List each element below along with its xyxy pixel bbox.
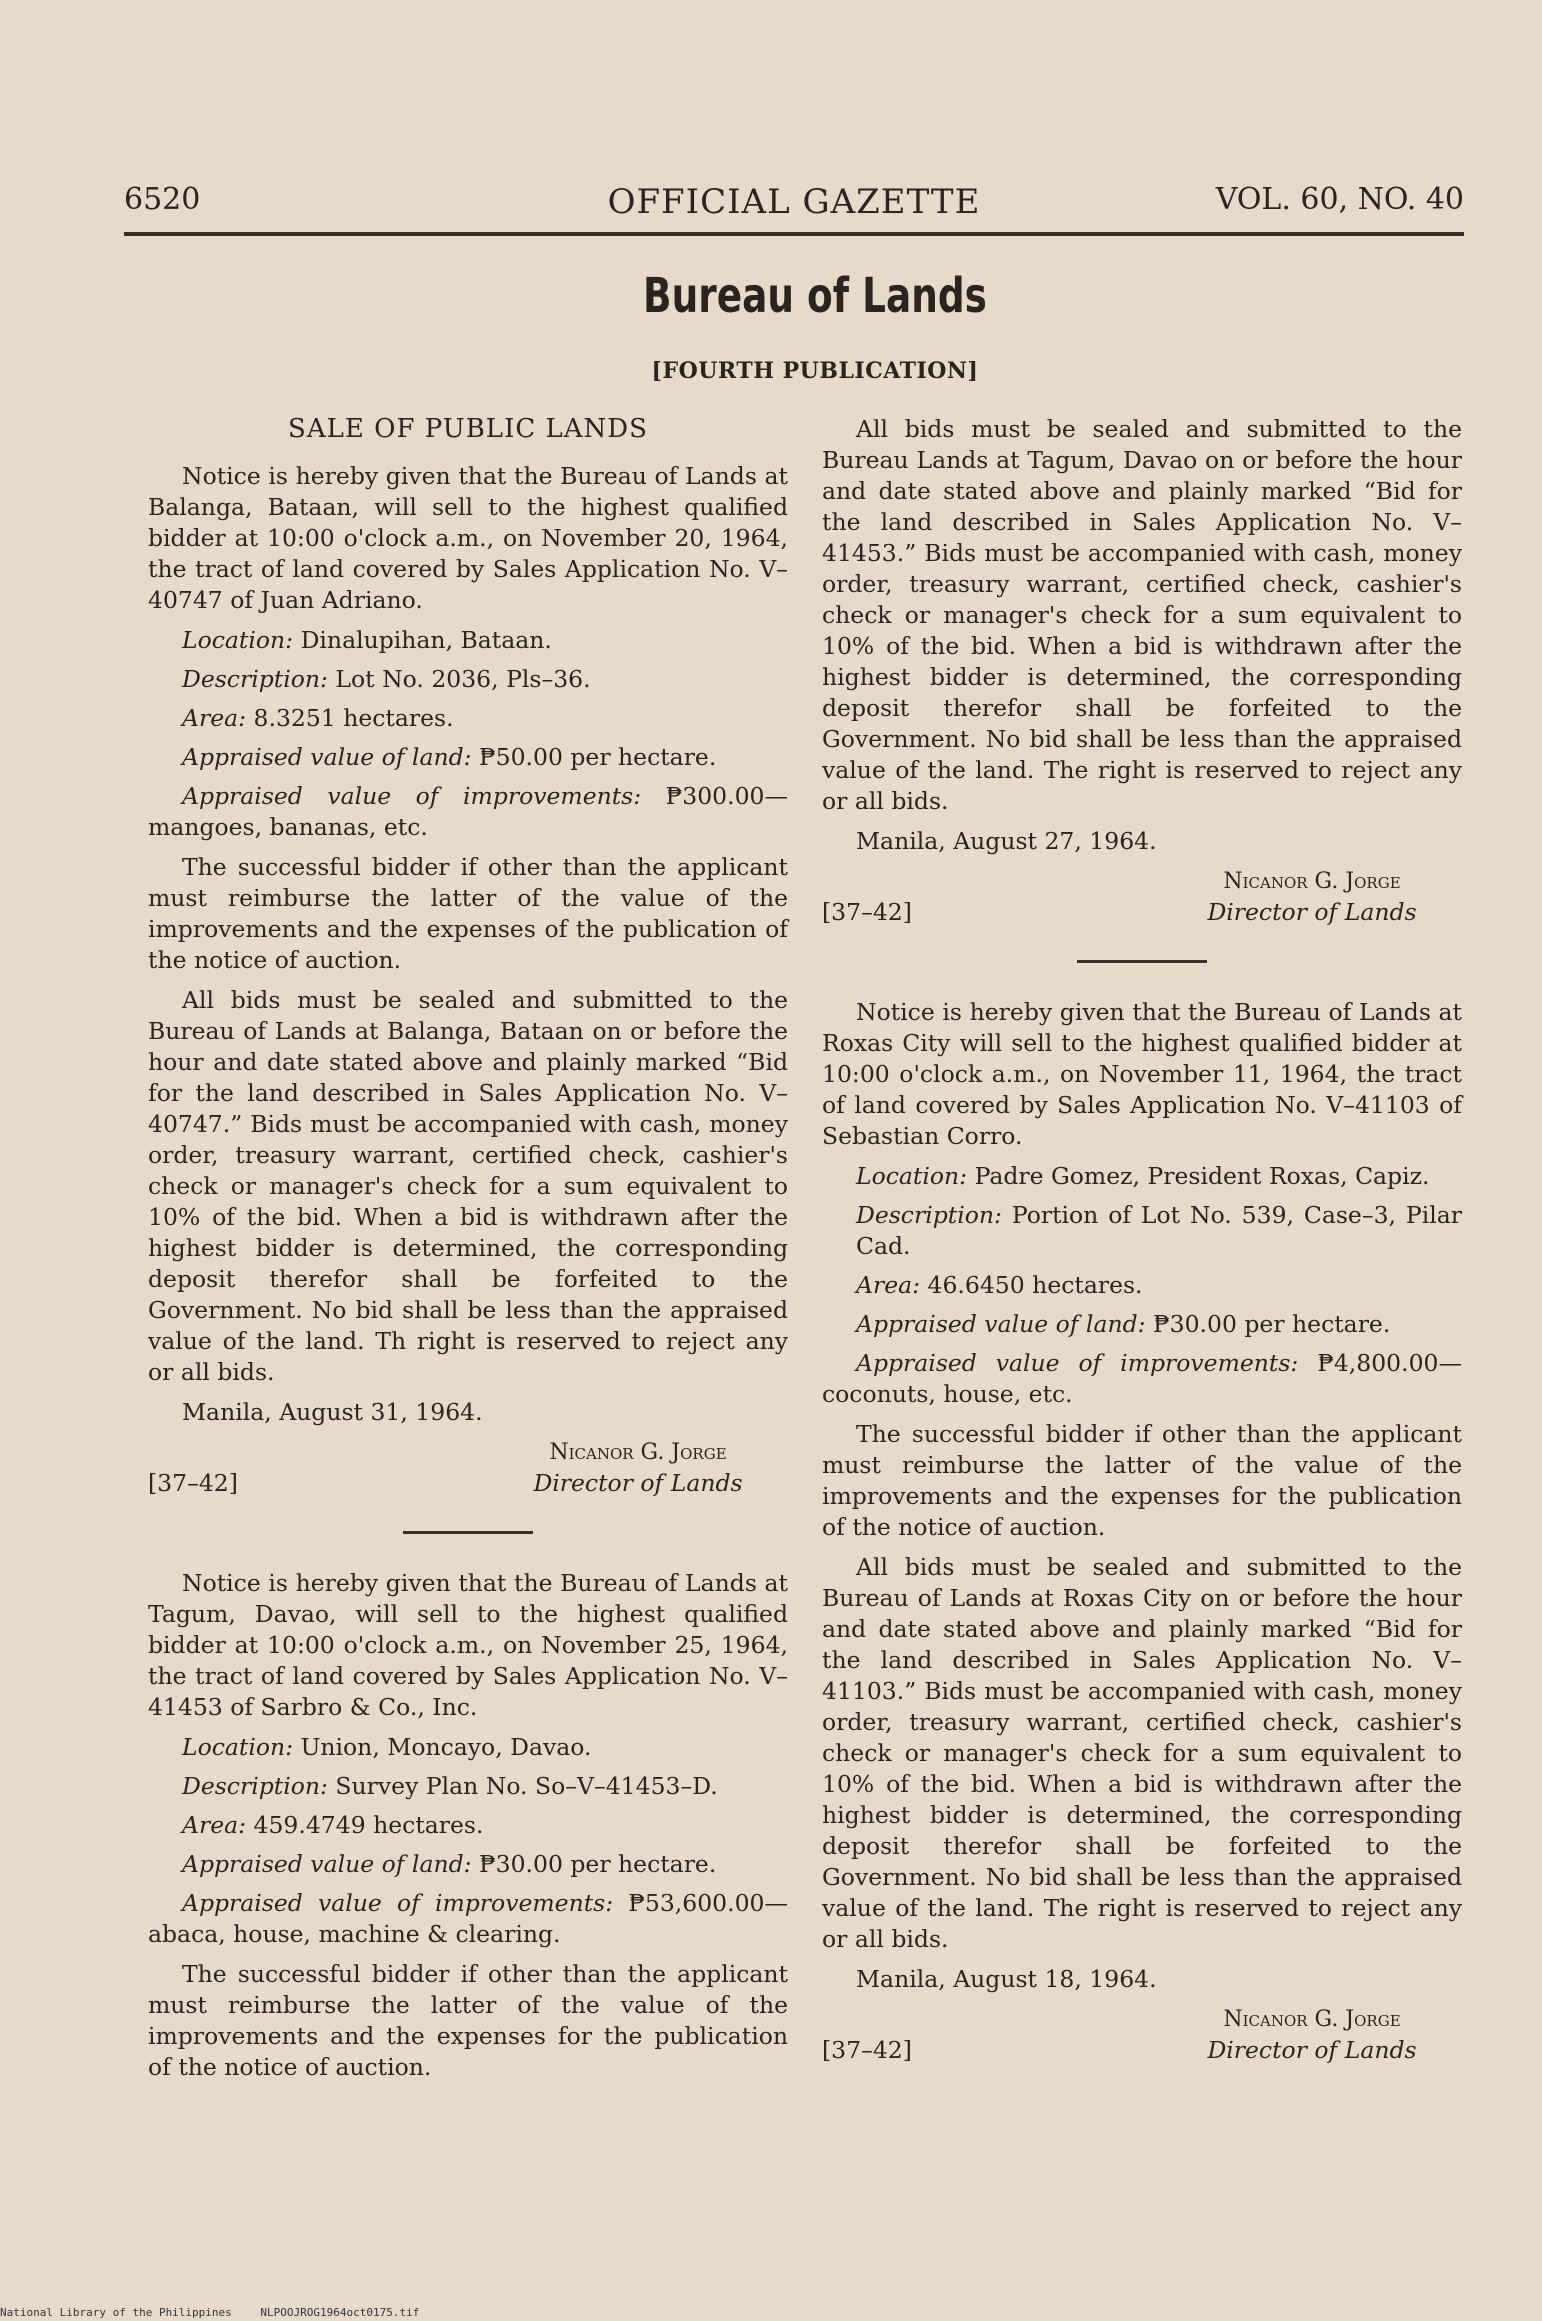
field-label: Appraised value of improvements:: [182, 1889, 614, 1917]
subheading: SALE OF PUBLIC LANDS: [288, 414, 648, 444]
bids-paragraph: All bids must be sealed and submitted to the Bureau Lands at Tagum, Davao on or before the hour and date stated above and plainly marked “Bid for the land described in Sales Application No. V–41453.” Bids must be accompanied with cash, money order, treasury warrant, certified check, cashier's check or manager's check for a sum equivalent to 10% of the bid. When a bid is withdrawn after the highest bidder is determined, the corresponding deposit therefor shall be forfeited to the Government. No bid shall be less than the appraised value of the land. The right is reserved to reject any or all bids.: [822, 415, 1462, 815]
bids-paragraph: All bids must be sealed and submitted to the Bureau of Lands at Balanga, Bataan on or before the hour and date stated above and plainly marked “Bid for the land described in Sales Application No. V–40747.” Bids must be accompanied with cash, money order, treasury warrant, certified check, cashier's check or manager's check for a sum equivalent to 10% of the bid. When a bid is withdrawn after the highest bidder is determined, the corresponding deposit therefor shall be forfeited to the Government. No bid shall be less than the appraised value of the land. Th right is reserved to reject any or all bids.: [148, 986, 788, 1386]
field-value: 8.3251 hectares.: [253, 704, 454, 732]
land-value-field: [148, 1849, 788, 1880]
reimburse-paragraph: The successful bidder if other than the applicant must reimburse the latter of the value of the improvements and the expenses for the publication of the notice of auction.: [148, 1960, 788, 2081]
description-field: [822, 1200, 1462, 1262]
page-header: [124, 182, 1464, 232]
section-title: Bureau of Lands: [643, 268, 987, 324]
reimburse-paragraph: The successful bidder if other than the applicant must reimburse the latter of the value of the improvements and the expenses of the publication of the notice of auction.: [148, 853, 788, 974]
publication-title: OFFICIAL GAZETTE: [607, 182, 981, 222]
signer-title: Director of Lands: [533, 1469, 743, 1497]
notice-date: Manila, August 31, 1964.: [182, 1398, 483, 1426]
signature-block: [822, 2004, 1462, 2076]
field-value: Union, Moncayo, Davao.: [300, 1733, 592, 1761]
land-value-field: [148, 742, 788, 773]
notice-divider: [403, 1531, 533, 1534]
signer-title: Director of Lands: [1207, 2036, 1417, 2064]
signer-title: Director of Lands: [1207, 898, 1417, 926]
improvements-field: [822, 1348, 1462, 1410]
field-label: Location:: [182, 1733, 294, 1761]
field-value: 46.6450 hectares.: [927, 1271, 1143, 1299]
area-field: [148, 703, 788, 734]
location-field: [148, 625, 788, 656]
field-label: Area:: [182, 704, 247, 732]
notice-intro: Notice is hereby given that the Bureau of Lands at Tagum, Davao, will sell to the highest qualified bidder at 10:00 o'clock a.m., on November 25, 1964, the tract of land covered by Sales Application No. V–41453 of Sarbro & Co., Inc.: [148, 1569, 788, 1721]
field-value: ₱300.00—mangoes, bananas, etc.: [148, 782, 788, 841]
improvements-field: [148, 1888, 788, 1950]
field-value: ₱30.00 per hectare.: [479, 1850, 717, 1878]
field-label: Appraised value of improvements:: [856, 1349, 1299, 1377]
field-value: Portion of Lot No. 539, Case–3, Pilar Cad.: [856, 1201, 1462, 1260]
field-value: ₱30.00 per hectare.: [1153, 1310, 1391, 1338]
footer-library: National Library of the Philippines: [0, 2306, 232, 2319]
description-field: [148, 1771, 788, 1802]
notice-divider: [1077, 960, 1207, 963]
field-label: Appraised value of land:: [182, 1850, 472, 1878]
volume-label: VOL. 60, NO. 40: [1215, 182, 1464, 217]
location-field: [822, 1161, 1462, 1192]
field-label: Appraised value of improvements:: [182, 782, 642, 810]
publication-code: [37–42]: [822, 2036, 912, 2064]
signer-name: Nicanor G. Jorge: [1223, 2007, 1401, 2032]
publication-label: [FOURTH PUBLICATION]: [651, 358, 979, 384]
reimburse-paragraph: The successful bidder if other than the applicant must reimburse the latter of the value of the improvements and the expenses for the publication of the notice of auction.: [822, 1420, 1462, 1541]
field-value: Padre Gomez, President Roxas, Capiz.: [974, 1162, 1430, 1190]
signer-name: Nicanor G. Jorge: [1223, 869, 1401, 894]
field-value: ₱53,600.00—abaca, house, machine & clearing.: [148, 1889, 788, 1948]
signature-block: [822, 866, 1462, 938]
signer-name: Nicanor G. Jorge: [549, 1440, 727, 1465]
area-field: [148, 1810, 788, 1841]
notice-intro: Notice is hereby given that the Bureau of Lands at Roxas City will sell to the highest qualified bidder at 10:00 o'clock a.m., on November 11, 1964, the tract of land covered by Sales Application No. V–41103 of Sebastian Corro.: [822, 998, 1462, 1150]
notice-date: Manila, August 18, 1964.: [856, 1965, 1157, 1993]
area-field: [822, 1270, 1462, 1301]
field-label: Area:: [182, 1811, 247, 1839]
field-label: Location:: [856, 1162, 968, 1190]
description-field: [148, 664, 788, 695]
field-label: Location:: [182, 626, 294, 654]
signature-block: [148, 1437, 788, 1509]
field-label: Description:: [856, 1201, 1002, 1229]
field-label: Description:: [182, 665, 328, 693]
field-label: Appraised value of land:: [856, 1310, 1146, 1338]
field-value: Dinalupihan, Bataan.: [300, 626, 552, 654]
field-value: Lot No. 2036, Pls–36.: [335, 665, 591, 693]
right-column: [822, 414, 1462, 2092]
left-column: [148, 414, 788, 2092]
field-label: Area:: [856, 1271, 921, 1299]
field-label: Appraised value of land:: [182, 743, 472, 771]
field-value: ₱4,800.00—coconuts, house, etc.: [822, 1349, 1462, 1408]
publication-code: [37–42]: [148, 1469, 238, 1497]
bids-paragraph: All bids must be sealed and submitted to the Bureau of Lands at Roxas City on or before the hour and date stated above and plainly marked “Bid for the land described in Sales Application No. V–41103.” Bids must be accompanied with cash, money order, treasury warrant, certified check, cashier's check or manager's check for a sum equivalent to 10% of the bid. When a bid is withdrawn after the highest bidder is determined, the corresponding deposit therefor shall be forfeited to the Government. No bid shall be less than the appraised value of the land. The right is reserved to reject any or all bids.: [822, 1553, 1462, 1953]
publication-code: [37–42]: [822, 898, 912, 926]
field-value: Survey Plan No. So–V–41453–D.: [335, 1772, 718, 1800]
land-value-field: [822, 1309, 1462, 1340]
field-value: 459.4749 hectares.: [253, 1811, 484, 1839]
field-label: Description:: [182, 1772, 328, 1800]
location-field: [148, 1732, 788, 1763]
header-rule: [124, 232, 1464, 236]
scan-footer: [0, 2306, 441, 2319]
notice-date: Manila, August 27, 1964.: [856, 827, 1157, 855]
page-number: 6520: [124, 182, 201, 217]
notice-intro: Notice is hereby given that the Bureau of Lands at Balanga, Bataan, will sell to the highest qualified bidder at 10:00 o'clock a.m., on November 20, 1964, the tract of land covered by Sales Application No. V–40747 of Juan Adriano.: [148, 462, 788, 614]
footer-filename: NLPOOJROG1964oct0175.tif: [260, 2306, 420, 2319]
improvements-field: [148, 781, 788, 843]
field-value: ₱50.00 per hectare.: [479, 743, 717, 771]
